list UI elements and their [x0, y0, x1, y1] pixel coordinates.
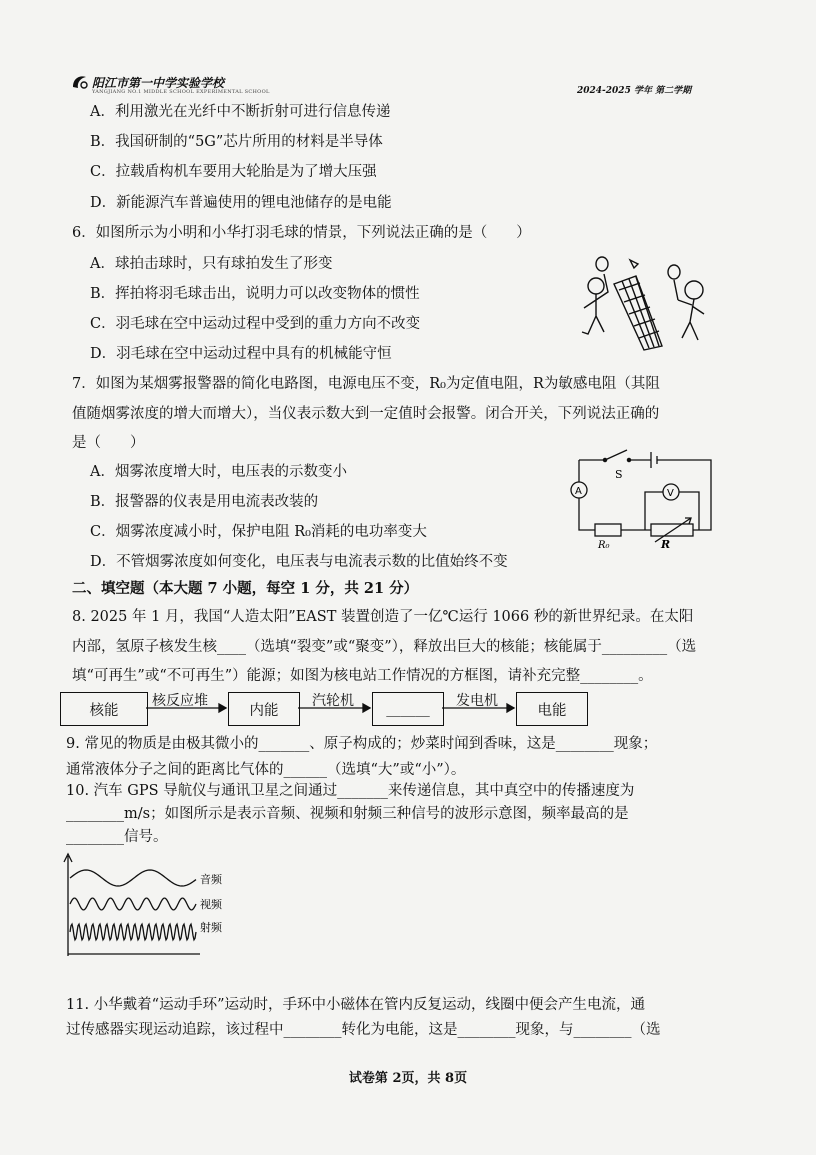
q7-option-b: B．报警器的仪表是用电流表改装的 [90, 494, 319, 510]
q10-line1: 10. 汽车 GPS 导航仪与通讯卫星之间通过_______来传递信息，其中真空中的传播速度为 [66, 783, 635, 799]
q6-stem: 6．如图所示为小明和小华打羽毛球的情景，下列说法正确的是（ ） [72, 225, 531, 241]
q7-option-c: C．烟雾浓度减小时，保护电阻 R₀消耗的电功率变大 [90, 524, 427, 540]
flow-arrow-generator: 发电机 [456, 693, 498, 709]
q11-line1: 11. 小华戴着“运动手环”运动时，手环中小磁体在管内反复运动，线圈中便会产生电流，通 [66, 997, 645, 1013]
r-label: R [661, 538, 671, 551]
flow-box-internal-energy: 内能 [228, 692, 300, 726]
r0-label: R₀ [598, 540, 610, 551]
q7-stem-line1: 7．如图为某烟雾报警器的简化电路图，电源电压不变，R₀为定值电阻，R为敏感电阻（其阻 [72, 376, 660, 392]
wave-label-video: 视频 [200, 898, 222, 911]
section2-heading: 二、填空题（本大题 7 小题，每空 1 分，共 21 分） [72, 580, 419, 597]
q6-option-c: C．羽毛球在空中运动过程中受到的重力方向不改变 [90, 316, 421, 332]
q8-line3: 填“可再生”或“不可再生”）能源；如图为核电站工作情况的方框图，请补充完整________。 [72, 668, 653, 684]
voltmeter-label: V [667, 488, 674, 499]
school-logo-icon [70, 72, 90, 92]
q8-line2: 内部，氢原子核发生核____（选填“裂变”或“聚变”），释放出巨大的核能；核能属于_________（选 [72, 639, 697, 655]
circuit-diagram [565, 446, 715, 550]
q5-option-c: C．拉载盾构机车要用大轮胎是为了增大压强 [90, 164, 377, 180]
flow-arrows [0, 700, 816, 720]
school-name: 阳江市第一中学实验学校 [92, 76, 225, 90]
ammeter-label: A [575, 486, 582, 497]
q5-option-d: D．新能源汽车普遍使用的锂电池储存的是电能 [90, 195, 392, 211]
page-footer: 试卷第 2页，共 8页 [348, 1071, 468, 1086]
q6-option-b: B．挥拍将羽毛球击出，说明力可以改变物体的惯性 [90, 286, 420, 302]
q8-line1: 8. 2025 年 1 月，我国“人造太阳”EAST 装置创造了一亿℃运行 1066 秒的新世界纪录。在太阳 [72, 609, 694, 625]
q6-option-d: D．羽毛球在空中运动过程中具有的机械能守恒 [90, 346, 392, 362]
q7-option-a: A．烟雾浓度增大时，电压表的示数变小 [90, 464, 347, 480]
q6-option-a: A．球拍击球时，只有球拍发生了形变 [90, 256, 333, 272]
flow-arrow-turbine: 汽轮机 [312, 693, 354, 709]
waveform-diagram [60, 852, 240, 958]
wave-label-radio: 射频 [200, 921, 222, 934]
term-label: 2024-2025 学年 第二学期 [577, 86, 692, 96]
flow-box-nuclear-energy: 核能 [60, 692, 148, 726]
q9-line1: 9. 常见的物质是由极其微小的_______、原子构成的；炒菜时闻到香味，这是________现象； [66, 736, 658, 752]
q10-line3: ________信号。 [66, 829, 168, 845]
q10-line2: ________m/s；如图所示是表示音频、视频和射频三种信号的波形示意图，频率最高的是 [66, 806, 629, 822]
wave-label-audio: 音频 [200, 873, 222, 886]
school-name-en: YANGJIANG NO.1 MIDDLE SCHOOL EXPERIMENTAL SCHOOL [92, 89, 270, 95]
badminton-illustration [574, 250, 720, 352]
q9-line2: 通常液体分子之间的距离比气体的______（选填“大”或“小”）。 [66, 762, 466, 778]
switch-label: S [615, 468, 623, 481]
flow-box-blank: ______ [372, 692, 444, 726]
flow-box-electric-energy: 电能 [516, 692, 588, 726]
q7-stem-line2: 值随烟雾浓度的增大而增大），当仪表示数大到一定值时会报警。闭合开关，下列说法正确的 [72, 406, 660, 422]
flow-arrow-reactor: 核反应堆 [152, 693, 208, 709]
q5-option-a: A．利用激光在光纤中不断折射可进行信息传递 [90, 104, 391, 120]
q7-option-d: D．不管烟雾浓度如何变化，电压表与电流表示数的比值始终不变 [90, 554, 508, 570]
q5-option-b: B．我国研制的“5G”芯片所用的材料是半导体 [90, 134, 383, 150]
q11-line2: 过传感器实现运动追踪，该过程中________转化为电能，这是________现象，与________（选 [66, 1022, 661, 1038]
q7-stem-line3: 是（ ） [72, 435, 145, 451]
